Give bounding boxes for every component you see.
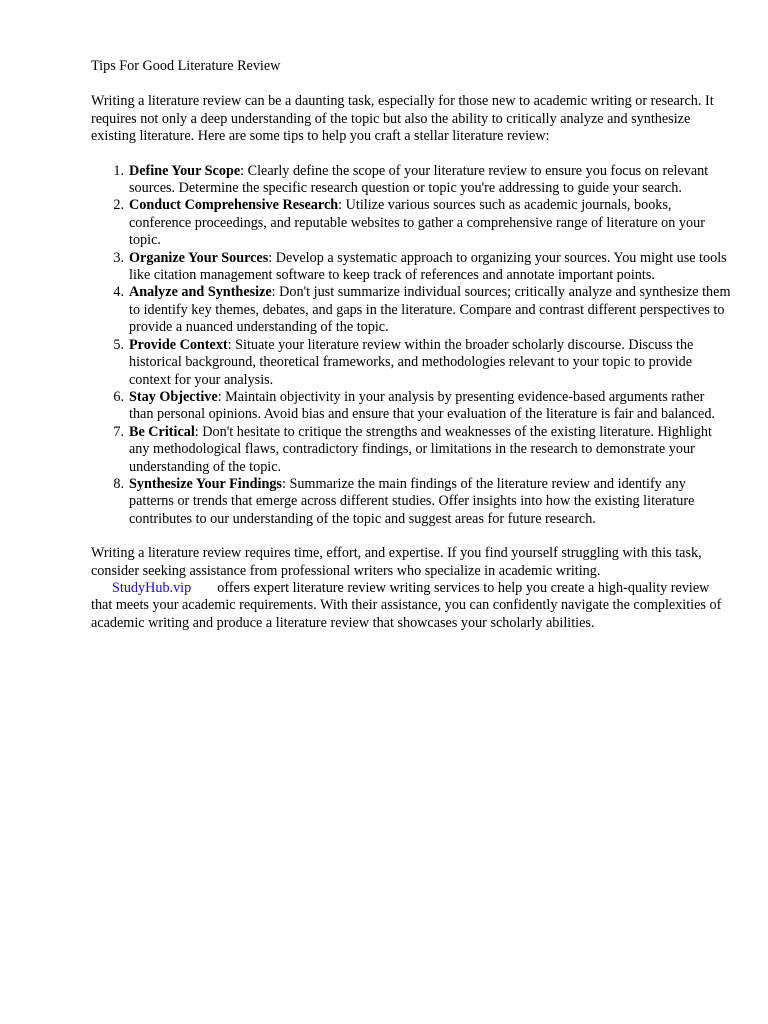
intro-paragraph: Writing a literature review can be a daunting task, especially for those new to academic writing or research. It requires not only a deep understanding of the topic but also the ability to critically analyze and synthesize existing literature. Here are some tips to help you craft a stellar literature review: [91,93,714,145]
tip-title: Synthesize Your Findings [129,475,282,492]
tip-item [113,388,731,424]
tip-item [113,284,731,336]
tip-item [113,197,731,249]
closing-paragraph [91,545,731,632]
tip-separator: : [281,475,286,492]
tip-title: Analyze and Synthesize [129,284,272,301]
tip-separator: : [227,336,232,353]
tip-text: Clearly define the scope of your literature review to ensure you focus on relevant sources. Determine the specific research question or topic you're addressing to guide your search. [129,162,709,197]
tip-text: Don't just summarize individual sources; critically analyze and synthesize them to identify key themes, debates, and gaps in the literature. Compare and contrast different perspectives to provide a nuanced understanding of the topic. [129,284,731,336]
tip-separator: : [268,249,273,266]
tip-number: 7. [113,423,124,440]
closing-text-before-link: Writing a literature review requires time, effort, and expertise. If you find yourself struggling with this task, consider seeking assistance from professional writers who specialize in academic writing. [91,545,702,579]
tip-number: 8. [113,475,124,492]
tip-text: Summarize the main findings of the literature review and identify any patterns or trends that emerge across different studies. Offer insights into how the existing literature contributes to our understanding of the topic and suggest areas for future research. [129,475,695,527]
tip-number: 1. [113,162,124,179]
tip-item [113,475,731,528]
tip-text: Don't hesitate to critique the strengths and weaknesses of the existing literature. Highlight any methodological flaws, contradictory findings, or limitations in the research to demonstrate your understanding of the topic. [129,423,712,475]
tip-separator: : [338,197,343,214]
document-title: Tips For Good Literature Review [91,58,281,74]
tip-title: Provide Context [129,336,228,353]
tip-separator: : [194,423,199,440]
tip-number: 3. [113,249,124,266]
tip-item [113,249,731,285]
tip-item [113,336,731,389]
tip-title: Be Critical [129,423,195,440]
tips-list [91,163,731,529]
tip-number: 5. [113,336,124,353]
tip-text: Develop a systematic approach to organizing your sources. You might use tools like citation management software to keep track of references and annotate important points. [129,249,727,284]
tip-text: Maintain objectivity in your analysis by presenting evidence-based arguments rather than personal opinions. Avoid bias and ensure that your evaluation of the literature is fair and balanced. [129,388,715,423]
tip-text: Utilize various sources such as academic journals, books, conference proceedings, and reputable websites to gather a comprehensive range of literature on your topic. [129,197,705,249]
tip-number: 4. [113,284,124,301]
closing-text-after-link: offers expert literature review writing services to help you create a high-quality review that meets your academic requirements. With their assistance, you can confidently navigate the complexities of academic writing and produce a literature review that showcases your scholarly abilities. [91,579,722,631]
tip-item [113,162,731,198]
tip-title: Stay Objective [129,388,218,405]
tip-title: Define Your Scope [129,162,241,179]
tip-title: Organize Your Sources [129,249,269,266]
tip-title: Conduct Comprehensive Research [129,197,339,214]
tip-number: 2. [113,197,124,214]
studyhub-link[interactable]: StudyHub.vip [112,579,192,596]
document-page [91,58,731,649]
tip-number: 6. [113,388,124,405]
tip-item [113,423,731,476]
tip-text: Situate your literature review within the broader scholarly discourse. Discuss the historical background, theoretical frameworks, and methodologies relevant to your topic to provide context for your analysis. [129,336,694,388]
tip-separator: : [271,284,276,301]
tip-separator: : [240,162,245,179]
tip-separator: : [217,388,222,405]
